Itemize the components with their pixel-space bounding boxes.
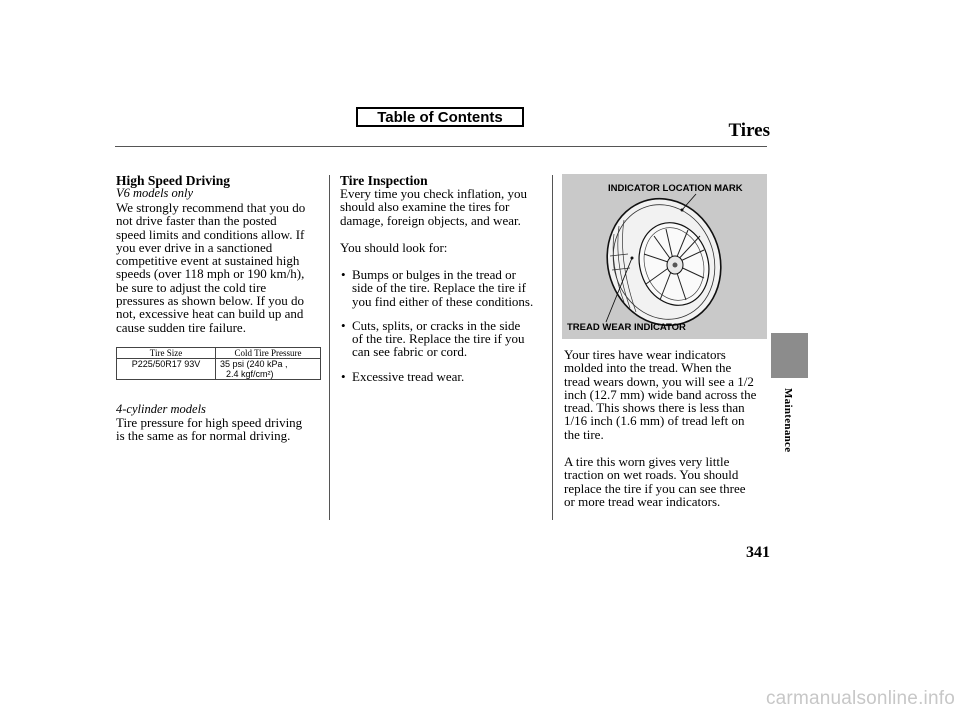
tire-illustration-icon (562, 174, 767, 339)
tire-pressure-table (116, 347, 321, 380)
pressure-cell: 35 psi (240 kPa , 2.4 kgf/cm²) (216, 359, 321, 380)
inspection-bullet-list (340, 268, 552, 394)
tire-size-cell: P225/50R17 93V (117, 359, 216, 380)
high-speed-heading: High Speed Driving (116, 173, 231, 188)
wear-indicator-paragraph: Your tires have wear indicators molded into the tread. When the tread wears down, you will see a 1/2 inch (12.7 mm) wide band across the tread. This shows there is less than 1/16 inch (1.6 mm) of tread left on the tire. (564, 347, 757, 442)
tire-wear-figure (562, 174, 767, 339)
header-rule (115, 146, 767, 147)
table-of-contents-button[interactable]: Table of Contents (356, 107, 524, 127)
v6-subhead: V6 models only (116, 186, 194, 200)
page-number: 341 (746, 544, 770, 561)
column-divider-left (329, 175, 330, 520)
section-title: Tires (728, 120, 770, 141)
maintenance-side-label: Maintenance (782, 388, 794, 453)
table-header-tire-size: Tire Size (117, 348, 216, 359)
replace-tire-paragraph: A tire this worn gives very little traction on wet roads. You should replace the tire if you can see three or more tread wear indicators. (564, 454, 746, 509)
watermark: carmanualsonline.info (765, 688, 955, 709)
column-divider-right (552, 175, 553, 520)
table-row (117, 359, 321, 380)
bullet-icon: • (341, 368, 346, 384)
table-header-row (117, 348, 321, 359)
table-header-cold-pressure: Cold Tire Pressure (216, 348, 321, 359)
tire-inspection-heading: Tire Inspection (340, 173, 428, 188)
list-item: • Cuts, splits, or cracks in the side of the tire. Replace the tire if you can see fabric or cord. (341, 317, 525, 360)
tread-wear-indicator-label: TREAD WEAR INDICATOR (567, 322, 686, 333)
list-item: • Excessive tread wear. (341, 368, 465, 384)
four-cylinder-paragraph: Tire pressure for high speed driving is the same as for normal driving. (116, 415, 303, 444)
bullet-icon: • (341, 317, 346, 333)
bullet-icon: • (341, 267, 346, 282)
inspection-intro: Every time you check inflation, you should also examine the tires for damage, foreign objects, and wear. (340, 186, 528, 228)
four-cylinder-subhead: 4-cylinder models (116, 402, 206, 416)
list-item: • Bumps or bulges in the tread or side of the tire. Replace the tire if you find either of these conditions. (341, 267, 534, 309)
look-for-text: You should look for: (340, 240, 448, 255)
indicator-location-label: INDICATOR LOCATION MARK (608, 183, 743, 194)
section-tab (771, 333, 808, 378)
high-speed-paragraph: We strongly recommend that you do not drive faster than the posted speed limits and conditions allow. If you ever drive in a sanctioned competitive event at sustained high speeds (over 118 mph or 190 km/h), be sure to adjust the cold tire pressures as shown below. If you do not, excessive heat can build up and cause sudden tire failure. (116, 200, 306, 335)
